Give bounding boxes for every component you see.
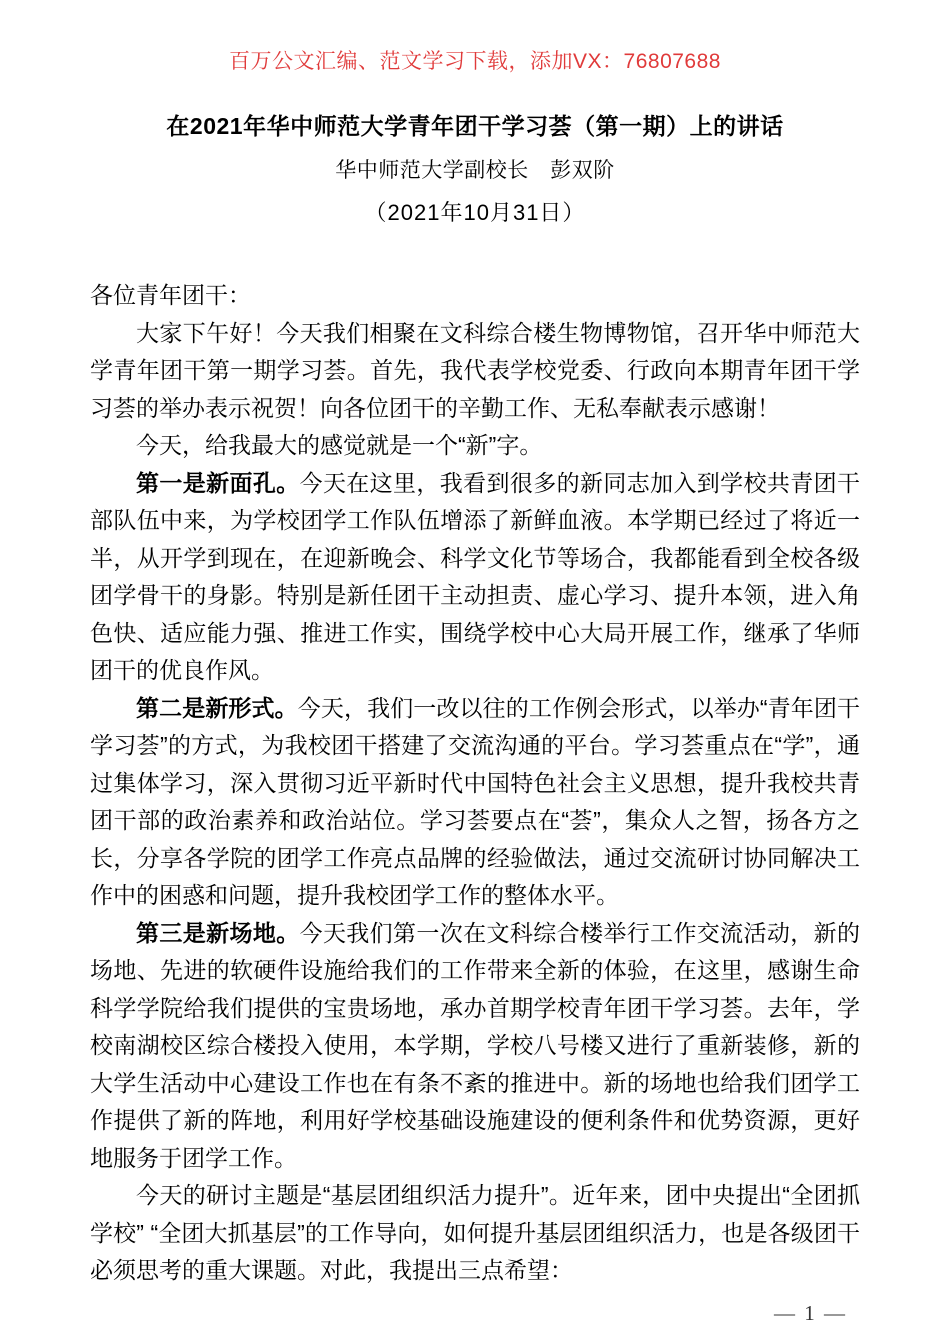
paragraph xyxy=(90,915,860,1178)
paragraph-text: 今天我们第一次在文科综合楼举行工作交流活动，新的场地、先进的软硬件设施给我们的工作带来全新的体验，在这里，感谢生命科学学院给我们提供的宝贵场地，承办首期学校青年团干学习荟。去年，学校南湖校区综合楼投入使用，本学期，学校八号楼又进行了重新装修，新的大学生活动中心建设工作也在有条不紊的推进中。新的场地也给我们团学工作提供了新的阵地，利用好学校基础设施建设的便利条件和优势资源，更好地服务于团学工作。 xyxy=(90,919,861,1171)
paragraph-text: 大家下午好！今天我们相聚在文科综合楼生物博物馆，召开华中师范大学青年团干第一期学习荟。首先，我代表学校党委、行政向本期青年团干学习荟的举办表示祝贺！向各位团干的辛勤工作、无私奉献表示感谢！ xyxy=(90,319,860,421)
document-speaker: 华中师范大学副校长 彭双阶 xyxy=(335,159,615,182)
title-block xyxy=(0,108,950,227)
paragraph xyxy=(90,315,860,428)
paragraph xyxy=(90,427,860,465)
paragraph-lead: 第一是新面孔。 xyxy=(136,469,300,496)
paragraph xyxy=(90,465,860,690)
paragraph-text: 今天在这里，我看到很多的新同志加入到学校共青团干部队伍中来，为学校团学工作队伍增添了新鲜血液。本学期已经过了将近一半，从开学到现在，在迎新晚会、科学文化节等场合，我都能看到全校各级团学骨干的身影。特别是新任团干主动担责、虚心学习、提升本领，进入角色快、适应能力强、推进工作实，围绕学校中心大局开展工作，继承了华师团干的优良作风。 xyxy=(90,469,861,683)
paragraph-text: 今天，给我最大的感觉就是一个“新”字。 xyxy=(136,432,543,458)
paragraph-lead: 第二是新形式。 xyxy=(136,694,298,721)
paragraph-text: 今天的研讨主题是“基层团组织活力提升”。近年来，团中央提出“全团抓学校” “全团大抓基层”的工作导向，如何提升基层团组织活力，也是各级团干必须思考的重大课题。对此，我提出三点希望： xyxy=(90,1182,860,1283)
page-number: — 1 — xyxy=(774,1301,847,1325)
watermark-notice: 百万公文汇编、范文学习下载，添加VX：76807688 xyxy=(229,50,721,73)
salutation: 各位青年团干： xyxy=(90,282,251,308)
paragraph xyxy=(90,1177,860,1290)
document-title: 在2021年华中师范大学青年团干学习荟（第一期）上的讲话 xyxy=(166,113,784,139)
paragraph xyxy=(90,690,860,915)
paragraph-lead: 第三是新场地。 xyxy=(136,919,300,946)
document-body xyxy=(90,277,860,1290)
document-date: （2021年10月31日） xyxy=(364,200,586,225)
paragraph-text: 今天，我们一改以往的工作例会形式，以举办“青年团干学习荟”的方式，为我校团干搭建了交流沟通的平台。学习荟重点在“学”，通过集体学习，深入贯彻习近平新时代中国特色社会主义思想，提升我校共青团干部的政治素养和政治站位。学习荟要点在“荟”，集众人之智，扬各方之长，分享各学院的团学工作亮点品牌的经验做法，通过交流研讨协同解决工作中的困惑和问题，提升我校团学工作的整体水平。 xyxy=(90,694,861,908)
